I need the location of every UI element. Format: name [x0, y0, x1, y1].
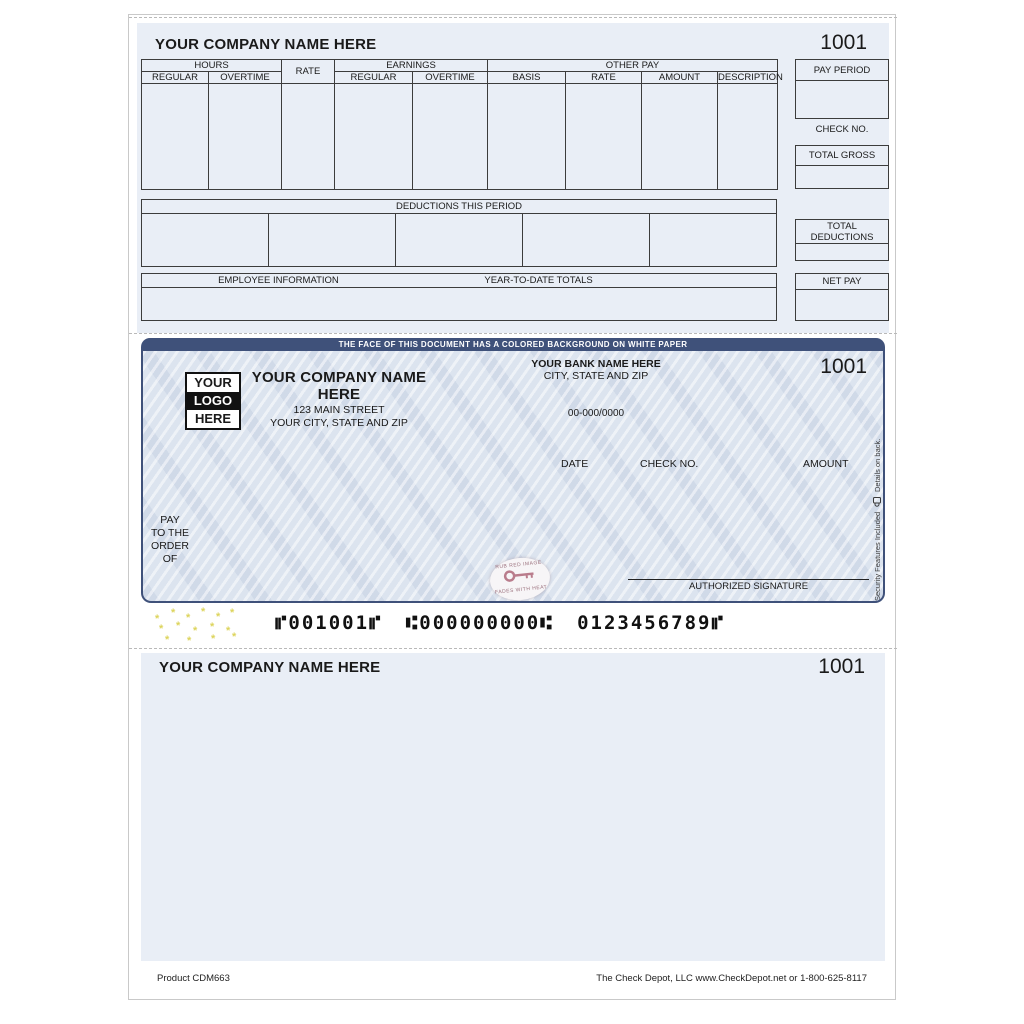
seal-bottom-text: FADES WITH HEAT	[494, 584, 548, 596]
stub-check-number: 1001	[820, 31, 867, 54]
perforation-line-bottom	[129, 648, 897, 649]
details-on-back-text: Details on back.	[873, 438, 882, 492]
sparkle-mark: *	[165, 634, 170, 646]
table-cell	[566, 84, 642, 190]
table-cell	[413, 84, 488, 190]
security-features-text: Security Features Included	[873, 511, 882, 601]
stub-company-name: YOUR COMPANY NAME HERE	[155, 36, 377, 53]
table-cell	[488, 84, 566, 190]
pay-period-label: PAY PERIOD	[796, 60, 888, 81]
pay-period-box	[795, 59, 889, 119]
lock-icon	[874, 497, 882, 507]
payroll-stub-section	[137, 23, 889, 333]
sparkle-mark: *	[226, 625, 231, 637]
micr-line: ⑈001001⑈ ⑆000000000⑆ 0123456789⑈	[275, 612, 725, 634]
description-header: DESCRIPTION	[718, 72, 783, 83]
other-pay-group-header: OTHER PAY	[488, 60, 778, 72]
sparkle-mark: *	[193, 625, 198, 637]
perforation-line-check-top	[129, 333, 897, 334]
basis-header: BASIS	[488, 72, 566, 84]
earnings-group-header: EARNINGS	[335, 60, 488, 72]
hours-overtime-header: OVERTIME	[209, 72, 282, 84]
security-band: THE FACE OF THIS DOCUMENT HAS A COLORED BACKGROUND ON WHITE PAPER	[141, 338, 885, 351]
deduction-column	[396, 214, 523, 266]
payee-line: ORDER	[151, 540, 189, 552]
net-pay-box	[795, 273, 889, 321]
other-rate-header: RATE	[566, 72, 642, 84]
sparkle-mark: *	[201, 606, 206, 618]
logo-line: HERE	[194, 411, 232, 426]
deductions-title: DEDUCTIONS THIS PERIOD	[142, 200, 776, 214]
hours-regular-header: REGULAR	[142, 72, 209, 84]
heat-sensitive-seal	[488, 555, 552, 603]
payee-line: PAY	[160, 514, 180, 526]
employee-info-box	[141, 273, 777, 321]
check-number: 1001	[820, 355, 867, 378]
employee-information-label: EMPLOYEE INFORMATION	[218, 275, 339, 286]
amount-header: AMOUNT	[642, 72, 718, 84]
table-cell	[335, 84, 413, 190]
table-cell	[142, 84, 209, 190]
table-cell	[282, 84, 335, 190]
table-cell	[718, 84, 778, 190]
payer-city: YOUR CITY, STATE AND ZIP	[270, 417, 408, 429]
sparkle-mark: *	[176, 620, 181, 632]
table-cell	[209, 84, 282, 190]
sparkle-mark: *	[232, 631, 237, 643]
bottom-check-number: 1001	[818, 655, 865, 678]
bank-block	[506, 358, 686, 419]
total-deductions-box	[795, 219, 889, 261]
bank-fraction-number: 00-000/0000	[567, 408, 625, 419]
bottom-copy-section	[141, 653, 885, 961]
sparkle-mark: *	[187, 635, 192, 647]
earnings-overtime-header: OVERTIME	[413, 72, 488, 84]
key-icon	[502, 566, 537, 583]
total-gross-box	[795, 145, 889, 189]
payer-company-block	[234, 369, 444, 429]
sparkle-mark: *	[216, 611, 221, 623]
sparkle-mark: *	[186, 612, 191, 624]
total-gross-label: TOTAL GROSS	[796, 146, 888, 166]
perforation-line-top	[129, 17, 897, 18]
payer-company-name: YOUR COMPANY NAME HERE	[251, 369, 427, 403]
payee-line: OF	[162, 553, 178, 565]
check-no-label: CHECK NO.	[640, 458, 699, 470]
deduction-column	[523, 214, 650, 266]
logo-line: YOUR	[194, 375, 232, 390]
bottom-company-name: YOUR COMPANY NAME HERE	[159, 659, 381, 676]
deduction-column	[269, 214, 396, 266]
date-label: DATE	[561, 458, 589, 470]
sparkle-mark: *	[210, 621, 215, 633]
product-code: Product CDM663	[157, 973, 230, 984]
stub-side-column	[795, 23, 889, 333]
check-body	[141, 351, 885, 603]
net-pay-label: NET PAY	[796, 274, 888, 290]
payer-street: 123 MAIN STREET	[293, 404, 385, 416]
ytd-totals-label: YEAR-TO-DATE TOTALS	[484, 275, 593, 286]
amount-label: AMOUNT	[803, 458, 849, 470]
earnings-regular-header: REGULAR	[335, 72, 413, 84]
total-deductions-label: TOTAL DEDUCTIONS	[796, 220, 888, 244]
payee-line: TO THE	[150, 527, 190, 539]
pay-to-the-order-of-label	[149, 514, 191, 566]
authorized-signature-label: AUTHORIZED SIGNATURE	[688, 581, 809, 592]
sparkle-mark: *	[171, 607, 176, 619]
logo-line: LOGO	[187, 392, 239, 410]
sparkle-mark: *	[211, 633, 216, 645]
vendor-info: The Check Depot, LLC www.CheckDepot.net or 1-800-625-8117	[596, 973, 867, 984]
check-section	[141, 338, 885, 603]
earnings-table	[141, 59, 783, 190]
deductions-table	[141, 199, 777, 267]
sparkle-mark: *	[155, 613, 160, 625]
sparkle-mark: *	[230, 607, 235, 619]
signature-line	[628, 579, 869, 580]
hours-group-header: HOURS	[142, 60, 282, 72]
check-no-label: CHECK NO.	[815, 124, 869, 135]
table-cell	[642, 84, 718, 190]
seal-top-text: RUB RED IMAGE	[495, 559, 542, 571]
deduction-column	[142, 214, 269, 266]
rate-column-header: RATE	[282, 60, 335, 84]
company-logo-placeholder	[185, 372, 241, 430]
check-form-sheet	[128, 14, 896, 1000]
sparkle-mark: *	[159, 623, 164, 635]
signature-area	[628, 579, 869, 592]
deduction-column	[650, 214, 776, 266]
bank-name: YOUR BANK NAME HERE	[531, 358, 661, 370]
security-features-note	[873, 351, 882, 601]
bank-city: CITY, STATE AND ZIP	[543, 370, 649, 382]
